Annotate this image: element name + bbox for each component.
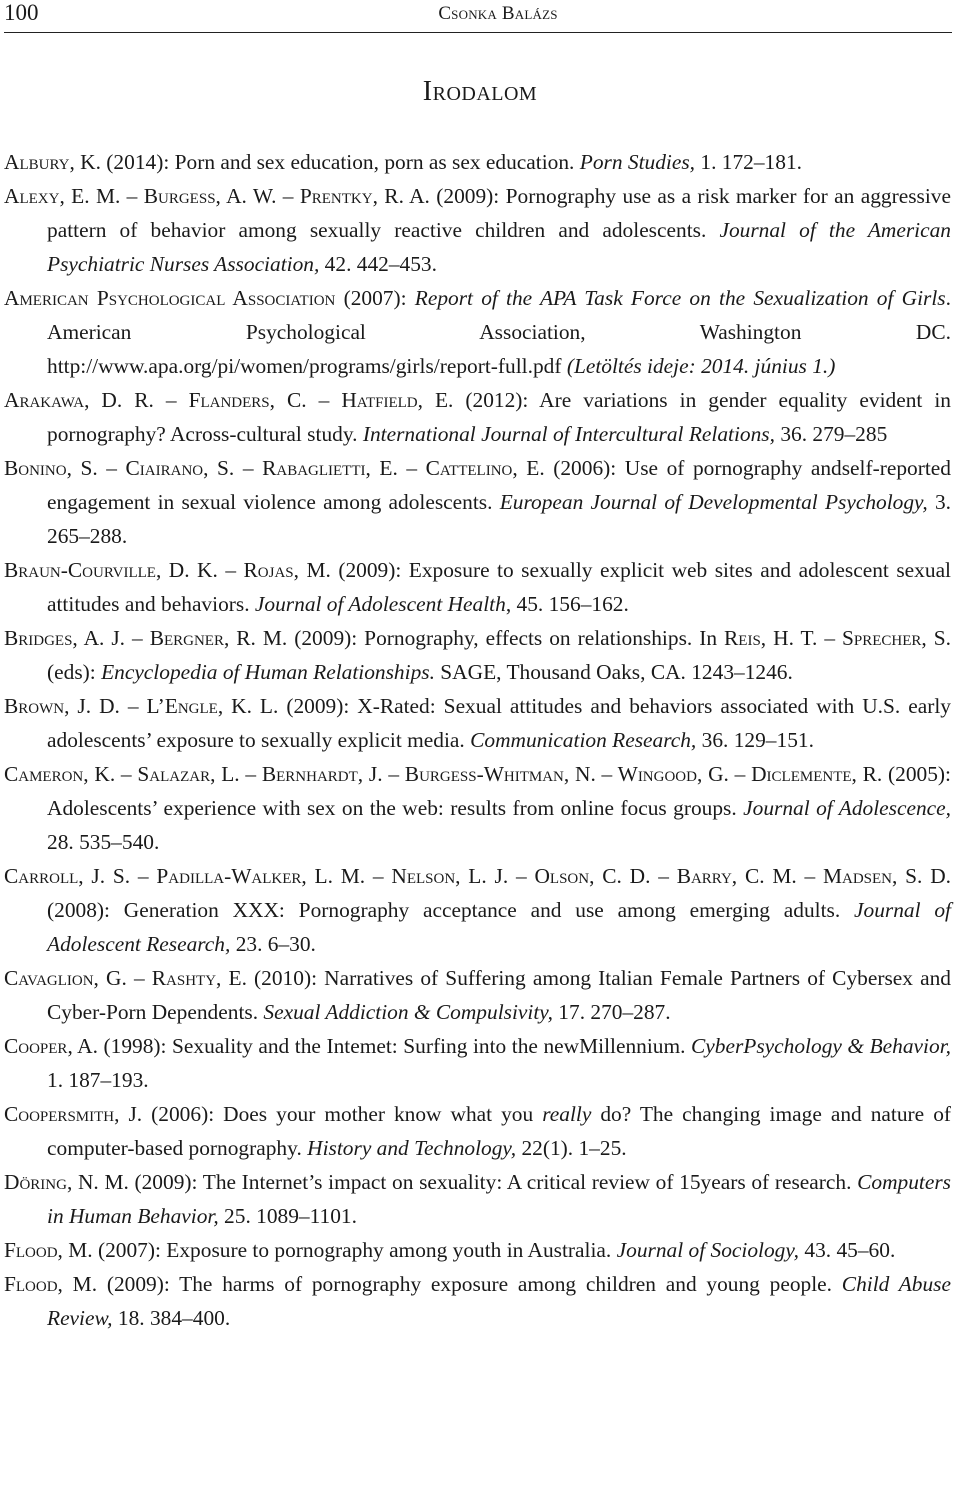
- reference-text: 25. 1089–1101.: [218, 1204, 357, 1228]
- reference-entry: [4, 179, 951, 281]
- reference-text: (eds):: [47, 660, 102, 684]
- reference-italic: International Journal of Intercultural Relations,: [362, 422, 775, 446]
- reference-authors: Alexy, E. M. – Burgess, A. W. – Prentky, R. A.: [4, 184, 430, 208]
- reference-text: . American Psychological Association, Washington DC. http://www.apa.org/pi/women/programs/girls/report-full.pdf: [47, 286, 951, 378]
- reference-authors: Albury, K.: [4, 150, 101, 174]
- reference-authors: Bonino, S. – Ciairano, S. – Rabaglietti, E. – Cattelino, E.: [4, 456, 545, 480]
- reference-italic: Child Abuse Review,: [47, 1272, 952, 1330]
- reference-authors: Brown, J. D. – L’Engle, K. L.: [4, 694, 279, 718]
- reference-entry: [4, 689, 951, 757]
- reference-italic: History and Technology,: [307, 1136, 517, 1160]
- reference-authors: Coopersmith, J.: [4, 1102, 143, 1126]
- reference-text: (2007):: [335, 286, 415, 310]
- reference-entry: [4, 1165, 951, 1233]
- reference-text: 36. 279–285: [774, 422, 888, 446]
- reference-authors: Braun-Courville, D. K. – Rojas, M.: [4, 558, 331, 582]
- reference-italic: really: [542, 1102, 592, 1126]
- reference-text: 36. 129–151.: [696, 728, 814, 752]
- reference-text: (2009): Pornography, effects on relationships. In: [287, 626, 725, 650]
- reference-italic: Communication Research,: [470, 728, 697, 752]
- reference-text: (2009): The Internet’s impact on sexuality: A critical review of 15years of research.: [128, 1170, 858, 1194]
- reference-entry: [4, 757, 951, 859]
- reference-text: 28. 535–540.: [47, 830, 160, 854]
- reference-text: do? The changing image and nature of computer-based pornography.: [47, 1102, 952, 1160]
- reference-italic: Journal of Adolescent Health: [254, 592, 506, 616]
- reference-authors: Flood, M.: [4, 1238, 93, 1262]
- reference-entry: [4, 621, 951, 689]
- reference-entry: [4, 1267, 951, 1335]
- reference-authors: Bridges, A. J. – Bergner, R. M.: [4, 626, 288, 650]
- reference-italic: Encyclopedia of Human Relationships.: [101, 660, 435, 684]
- page-number: 100: [4, 0, 39, 25]
- reference-authors: Cavaglion, G. – Rashty, E.: [4, 966, 247, 990]
- reference-text: (2014): Porn and sex education, porn as sex education.: [100, 150, 580, 174]
- reference-entry: [4, 1029, 951, 1097]
- reference-text: 42. 442–453.: [319, 252, 437, 276]
- reference-entry: [4, 383, 951, 451]
- reference-text: (2008): Generation XXX: Pornography acceptance and use among emerging adults.: [47, 898, 855, 922]
- reference-text: 3. 265–288.: [47, 490, 952, 548]
- reference-text: 18. 384–400.: [112, 1306, 231, 1330]
- reference-text: 17. 270–287.: [552, 1000, 671, 1024]
- reference-text: (2006): Does your mother know what you: [142, 1102, 543, 1126]
- reference-italic: (Letöltés ideje: 2014. június 1.): [566, 354, 836, 378]
- reference-text: 43. 45–60.: [799, 1238, 896, 1262]
- running-author: Csonka Balázs: [438, 3, 558, 24]
- reference-text: (2009): Pornography use as a risk marker for an aggressive pattern of behavior among sexually reactive children and adolescents.: [47, 184, 951, 242]
- reference-text: (1998): Sexuality and the Intemet: Surfing into the newMillennium.: [97, 1034, 692, 1058]
- reference-text: 1. 187–193.: [47, 1068, 149, 1092]
- reference-entry: [4, 961, 951, 1029]
- reference-italic: Porn Studies,: [579, 150, 696, 174]
- reference-text: , 45. 156–162.: [505, 592, 629, 616]
- reference-text: (2009): Exposure to sexually explicit web sites and adolescent sexual attitudes and behaviors.: [47, 558, 951, 616]
- reference-italic: European Journal of Developmental Psychology,: [499, 490, 928, 514]
- reference-italic: Computers in Human Behavior,: [47, 1170, 951, 1228]
- reference-authors: Flood, M.: [4, 1272, 98, 1296]
- reference-text: 23. 6–30.: [230, 932, 316, 956]
- reference-italic: Journal of Adolescence,: [743, 796, 951, 820]
- reference-authors: American Psychological Association: [4, 286, 336, 310]
- reference-italic: Report of the APA Task Force on the Sexualization of Girls: [414, 286, 946, 310]
- reference-authors: Arakawa, D. R. – Flanders, C. – Hatfield, E.: [4, 388, 454, 412]
- reference-entry: [4, 281, 951, 383]
- reference-entry: [4, 145, 951, 179]
- reference-italic: Journal of Adolescent Research,: [47, 898, 951, 956]
- reference-text: (2009): The harms of pornography exposure among children and young people.: [97, 1272, 842, 1296]
- reference-authors: Cooper, A.: [4, 1034, 98, 1058]
- reference-text: SAGE, Thousand Oaks, CA. 1243–1246.: [434, 660, 793, 684]
- reference-entry: [4, 859, 951, 961]
- reference-italic: Journal of the American Psychiatric Nurses Association,: [47, 218, 951, 276]
- reference-text: (2009): X-Rated: Sexual attitudes and behaviors associated with U.S. early adolescents’ exposure to sexually explicit media.: [47, 694, 951, 752]
- reference-italic: Sexual Addiction & Compulsivity,: [263, 1000, 553, 1024]
- reference-text: (2007): Exposure to pornography among youth in Australia.: [92, 1238, 617, 1262]
- reference-list: [4, 145, 951, 1335]
- reference-authors: Döring, N. M.: [4, 1170, 129, 1194]
- section-title: Irodalom: [422, 76, 538, 107]
- reference-entry: [4, 1233, 951, 1267]
- reference-text: (2005): Adolescents’ experience with sex on the web: results from online focus groups.: [47, 762, 951, 820]
- reference-text: 1. 172–181.: [695, 150, 802, 174]
- reference-italic: CyberPsychology & Behavior,: [691, 1034, 951, 1058]
- reference-italic: Journal of Sociology,: [616, 1238, 800, 1262]
- reference-authors: Carroll, J. S. – Padilla-Walker, L. M. – Nelson, L. J. – Olson, C. D. – Barry, C. M. – Madsen, S. D.: [4, 864, 951, 888]
- reference-text: (2012): Are variations in gender equality evident in pornography? Across-cultural study.: [47, 388, 951, 446]
- reference-text: 22(1). 1–25.: [516, 1136, 627, 1160]
- reference-entry: [4, 1097, 951, 1165]
- running-header: [4, 0, 952, 33]
- reference-text: (2010): Narratives of Suffering among Italian Female Partners of Cybersex and Cyber-Porn Dependents.: [47, 966, 951, 1024]
- reference-text: (2006): Use of pornography andself-reported engagement in sexual violence among adolescents.: [47, 456, 951, 514]
- reference-entry: [4, 451, 951, 553]
- reference-authors: Cameron, K. – Salazar, L. – Bernhardt, J. – Burgess-Whitman, N. – Wingood, G. – Diclemente, R.: [4, 762, 883, 786]
- reference-entry: [4, 553, 951, 621]
- reference-authors: Reis, H. T. – Sprecher, S.: [724, 626, 951, 650]
